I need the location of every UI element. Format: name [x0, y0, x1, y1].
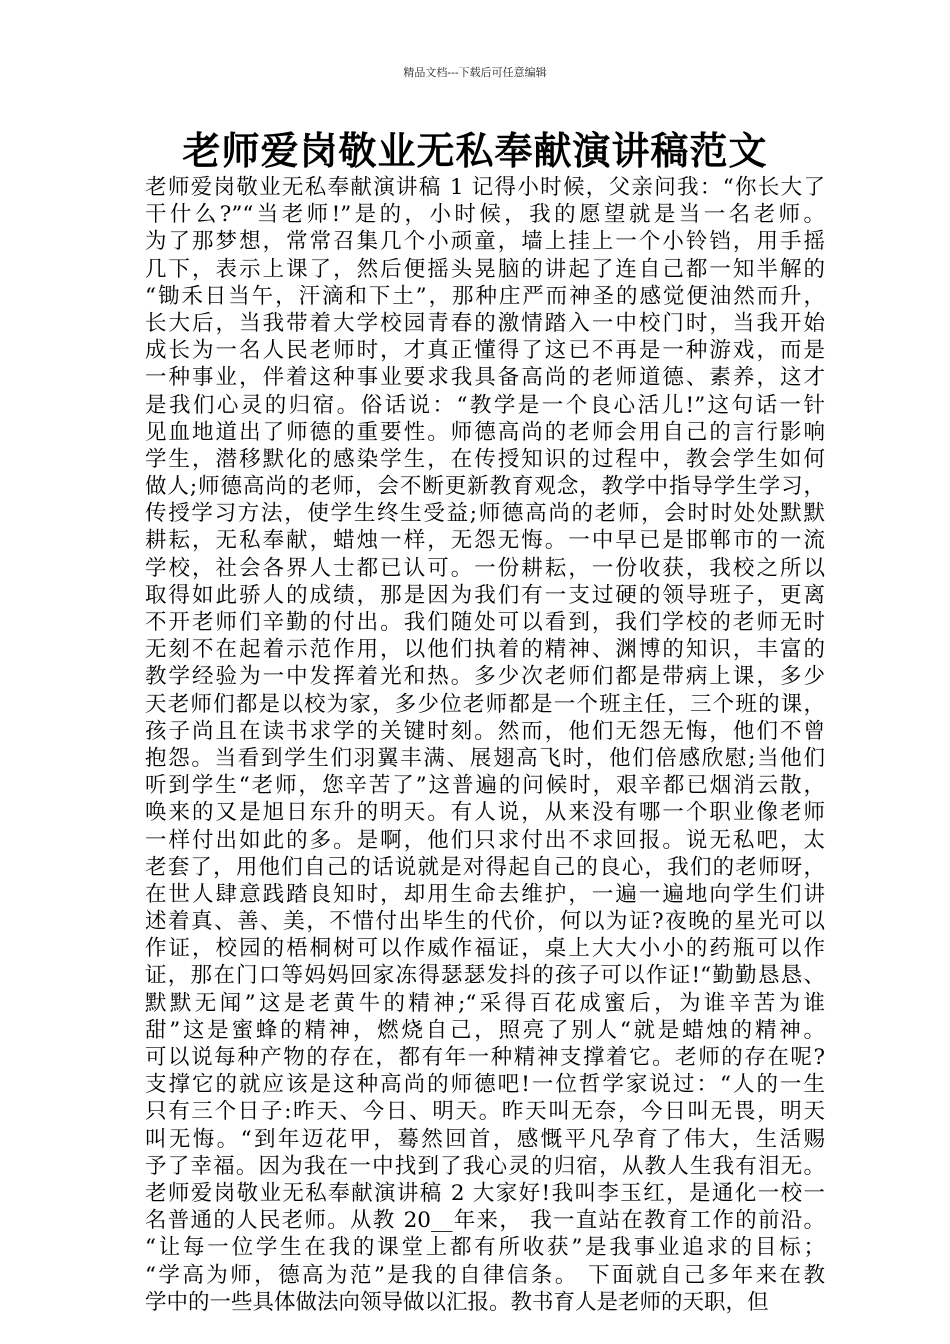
- text-line: 老师爱岗敬业无私奉献演讲稿 1 记得小时候，父亲问我：“你长大了: [145, 175, 825, 200]
- text-line: 干什么?”“当老师!”是的，小时候，我的愿望就是当一名老师。: [145, 202, 825, 228]
- text-line: “锄禾日当午，汗滴和下土”，那种庄严而神圣的感觉便油然而升，: [145, 283, 825, 309]
- text-line: 叫无悔。“到年迈花甲，蓦然回首，感慨平凡孕育了伟大，生活赐: [145, 1126, 825, 1152]
- text-line: 听到学生“老师，您辛苦了”这普遍的问候时，艰辛都已烟消云散，: [145, 773, 825, 799]
- text-line: 在世人肆意践踏良知时，却用生命去维护，一遍一遍地向学生们讲: [145, 881, 825, 907]
- document-title: 老师爱岗敬业无私奉献演讲稿范文: [182, 129, 768, 173]
- text-line: 几下，表示上课了，然后便摇头晃脑的讲起了连自己都一知半解的: [145, 256, 825, 282]
- text-line: 一样付出如此的多。是啊，他们只求付出不求回报。说无私吧，太: [145, 827, 825, 853]
- text-line: 甜”这是蜜蜂的精神，燃烧自己，照亮了别人“就是蜡烛的精神。: [145, 1017, 825, 1043]
- text-line: 学中的一些具体做法向领导做以汇报。教书育人是老师的天职，但: [145, 1289, 769, 1315]
- text-line: “学高为师，德高为范”是我的自律信条。 下面就自己多年来在教: [145, 1262, 825, 1288]
- text-line: 作证，校园的梧桐树可以作威作福证，桌上大大小小的药瓶可以作: [145, 936, 825, 962]
- body-text: [145, 174, 825, 1316]
- text-line: 取得如此骄人的成绩，那是因为我们有一支过硬的领导班子，更离: [145, 582, 825, 608]
- text-line: “让每一位学生在我的课堂上都有所收获”是我事业追求的目标；: [145, 1235, 825, 1261]
- text-line: 孩子尚且在读书求学的关键时刻。然而，他们无怨无悔，他们不曾: [145, 718, 825, 744]
- text-line: 见血地道出了师德的重要性。师德高尚的老师会用自己的言行影响: [145, 419, 825, 445]
- page-header: 精品文档---下载后可任意编辑: [403, 66, 547, 79]
- text-line: 只有三个日子:昨天、今日、明天。昨天叫无奈，今日叫无畏，明天: [145, 1099, 825, 1125]
- text-line: 无刻不在起着示范作用，以他们执着的精神、渊博的知识，丰富的: [145, 637, 825, 663]
- text-line: 长大后，当我带着大学校园青春的激情踏入一中校门时，当我开始: [145, 310, 825, 336]
- text-line: 老套了，用他们自己的话说就是对得起自己的良心，我们的老师呀，: [145, 854, 825, 880]
- text-line: 学生，潜移默化的感染学生，在传授知识的过程中，教会学生如何: [145, 446, 825, 472]
- text-line: 述着真、善、美，不惜付出毕生的代价，何以为证?夜晚的星光可以: [145, 909, 825, 935]
- text-line: 默默无闻”这是老黄牛的精神;“采得百花成蜜后，为谁辛苦为谁: [145, 990, 825, 1016]
- text-line: 教学经验为一中发挥着光和热。多少次老师们都是带病上课，多少: [145, 664, 825, 690]
- text-line: 学校，社会各界人士都已认可。一份耕耘，一份收获，我校之所以: [145, 555, 825, 581]
- text-line: 为了那梦想，常常召集几个小顽童，墙上挂上一个小铃铛，用手摇: [145, 229, 825, 255]
- text-line: 抱怨。当看到学生们羽翼丰满、展翅高飞时，他们倍感欣慰;当他们: [145, 745, 825, 771]
- text-line: 耕耘，无私奉献，蜡烛一样，无怨无悔。一中早已是邯郸市的一流: [145, 528, 825, 554]
- text-line: 唤来的又是旭日东升的明天。有人说，从来没有哪一个职业像老师: [145, 800, 825, 826]
- text-line: 是我们心灵的归宿。俗话说：“教学是一个良心活儿!”这句话一针: [145, 392, 825, 418]
- text-line: 不开老师们辛勤的付出。我们随处可以看到，我们学校的老师无时: [145, 610, 825, 635]
- text-line: 天老师们都是以校为家，多少位老师都是一个班主任，三个班的课，: [145, 691, 825, 717]
- text-line: 予了幸福。因为我在一中找到了我心灵的归宿，从教人生我有泪无。: [145, 1153, 825, 1179]
- text-line: 传授学习方法，使学生终生受益;师德高尚的老师，会时时处处默默: [145, 501, 825, 527]
- text-line: 支撑它的就应该是这种高尚的师德吧!一位哲学家说过：“人的一生: [145, 1072, 825, 1098]
- text-line: 名普通的人民老师。从教 20__年来， 我一直站在教育工作的前沿。: [145, 1208, 825, 1234]
- text-line: 成长为一名人民老师时，才真正懂得了这已不再是一种游戏，而是: [145, 338, 825, 364]
- text-line: 一种事业，伴着这种事业要求我具备高尚的老师道德、素养，这才: [145, 365, 825, 391]
- text-line: 老师爱岗敬业无私奉献演讲稿 2 大家好!我叫李玉红，是通化一校一: [145, 1180, 825, 1206]
- text-line: 可以说每种产物的存在，都有年一种精神支撑着它。老师的存在呢?: [145, 1045, 825, 1070]
- text-line: 做人;师德高尚的老师，会不断更新教育观念，教学中指导学生学习，: [145, 474, 825, 500]
- text-line: 证，那在门口等妈妈回家冻得瑟瑟发抖的孩子可以作证!“勤勤恳恳、: [145, 963, 825, 989]
